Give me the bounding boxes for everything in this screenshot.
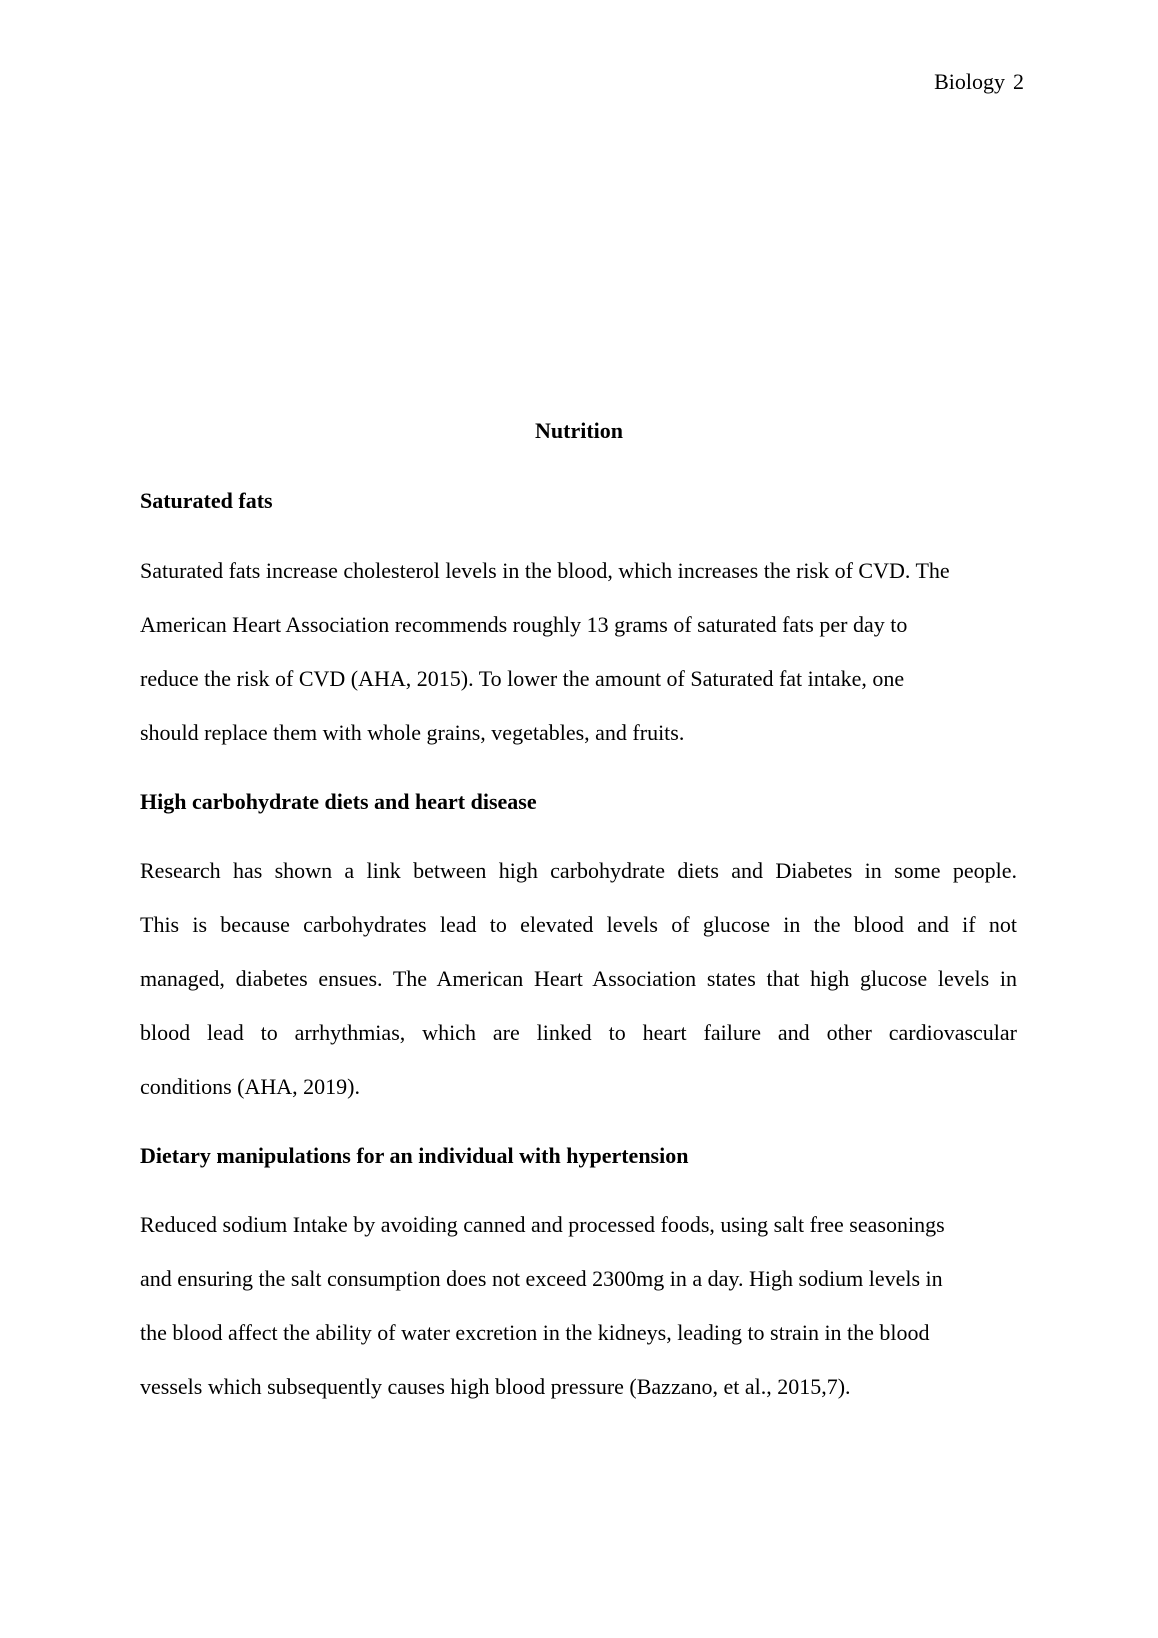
section-heading-dietary-manipulations: Dietary manipulations for an individual with hypertension [140,1143,689,1168]
paragraph-line: American Heart Association recommends roughly 13 grams of saturated fats per day to [140,612,908,637]
running-head [934,68,1024,96]
paragraph-line: blood lead to arrhythmias, which are linked to heart failure and other cardiovascular [140,1020,1017,1045]
paragraph-line: should replace them with whole grains, vegetables, and fruits. [140,720,685,745]
section-heading-saturated-fats: Saturated fats [140,488,273,513]
paragraph-line: reduce the risk of CVD (AHA, 2015). To lower the amount of Saturated fat intake, one [140,666,905,691]
paragraph-line: Reduced sodium Intake by avoiding canned and processed foods, using salt free seasonings [140,1212,945,1237]
paragraph-line: vessels which subsequently causes high blood pressure (Bazzano, et al., 2015,7). [140,1374,851,1399]
paragraph-line: conditions (AHA, 2019). [140,1074,360,1099]
paragraph-line: Research has shown a link between high carbohydrate diets and Diabetes in some people. [140,858,1017,883]
running-head-text: Biology [934,69,1005,94]
document-title: Nutrition [535,418,623,443]
paragraph-line: Saturated fats increase cholesterol levels in the blood, which increases the risk of CVD. The [140,558,950,583]
paragraph-line: the blood affect the ability of water excretion in the kidneys, leading to strain in the blood [140,1320,930,1345]
paragraph-line: This is because carbohydrates lead to elevated levels of glucose in the blood and if not [140,912,1017,937]
paragraph-line: and ensuring the salt consumption does not exceed 2300mg in a day. High sodium levels in [140,1266,943,1291]
page-number: 2 [1013,69,1024,94]
paragraph-line: managed, diabetes ensues. The American Heart Association states that high glucose levels in [140,966,1017,991]
section-heading-high-carbohydrate: High carbohydrate diets and heart disease [140,789,537,814]
